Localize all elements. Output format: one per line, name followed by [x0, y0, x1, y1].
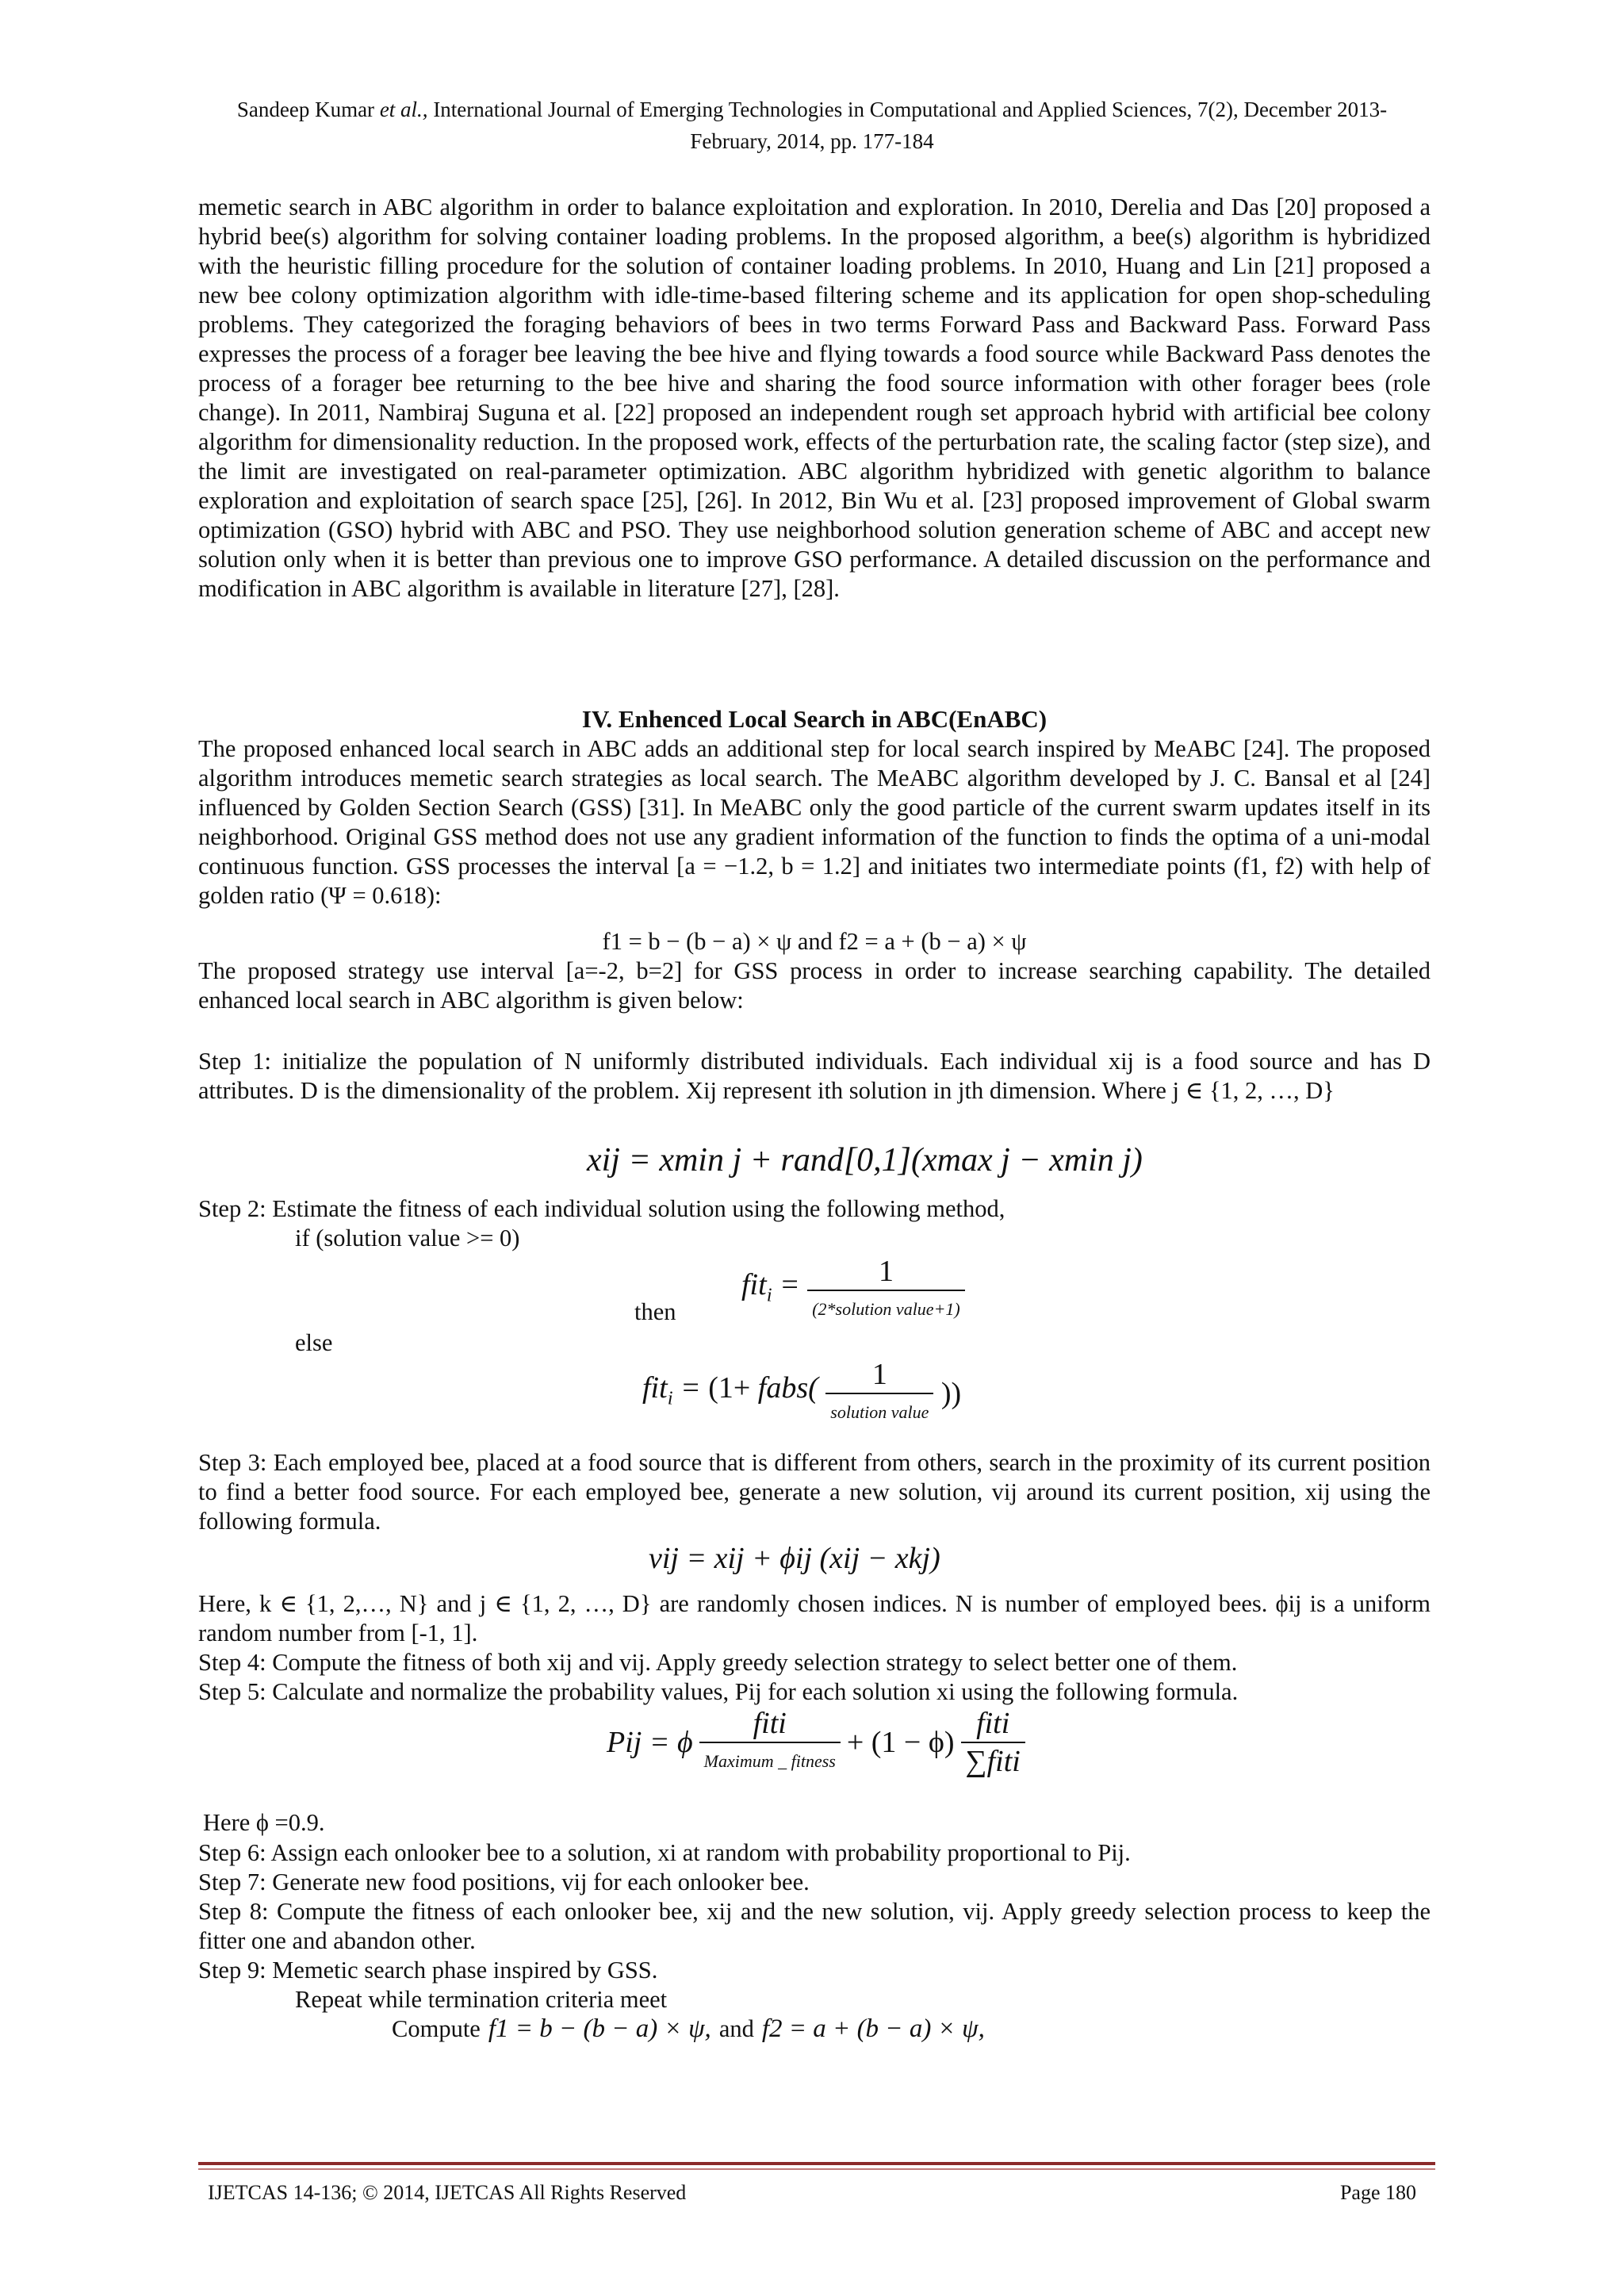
- header-line-2: February, 2014, pp. 177-184: [690, 129, 934, 153]
- header-authors: Sandeep Kumar: [236, 98, 380, 121]
- journal-header: [198, 94, 1426, 157]
- fraction-numerator: fiti: [753, 1707, 787, 1740]
- step-2: Step 2: Estimate the fitness of each individual solution using the following method,: [198, 1195, 1005, 1222]
- gss-formula: f1 = b − (b − a) × ψ and f2 = a + (b − a) × ψ: [602, 928, 1027, 955]
- compute-and: and: [718, 2015, 754, 2042]
- header-et-al: et al.,: [379, 98, 428, 121]
- phi-value: Here ϕ =0.9.: [203, 1809, 325, 1836]
- compute-label: Compute: [392, 2015, 481, 2042]
- fitness-fraction-negative: [825, 1356, 933, 1431]
- probability-lhs: Pij = ϕ: [607, 1726, 693, 1759]
- else-label: else: [295, 1329, 333, 1356]
- fraction-denominator: ∑fiti: [961, 1742, 1025, 1780]
- probability-fraction-1: [699, 1705, 841, 1780]
- header-journal: International Journal of Emerging Technologies in Computational and Applied Sciences, 7(2), December 2013-: [427, 98, 1388, 121]
- then-label: then: [634, 1298, 676, 1325]
- footer-rule: [198, 2162, 1435, 2165]
- compute-line: [392, 2014, 985, 2044]
- step-3: Step 3: Each employed bee, placed at a food source that is different from others, search in the proximity of its current position to find a better food source. For each employed bee, generate a new solution, vij around its current position, xij using the following formula.: [198, 1449, 1431, 1535]
- if-condition: if (solution value >= 0): [295, 1225, 520, 1251]
- paragraph-related-work: memetic search in ABC algorithm in order to balance exploitation and exploration. In 2010, Derelia and Das [20] proposed a hybrid bee(s) algorithm for solving container loading problems. In the proposed algorithm, a bee(s) algorithm is hybridized with the heuristic filling procedure for the solution of container loading problems. In 2010, Huang and Lin [21] proposed a new bee colony optimization algorithm with idle-time-based filtering scheme and its application for open shop-scheduling problems. They categorized the foraging behaviors of bees in two terms Forward Pass and Backward Pass. Forward Pass expresses the process of a forager bee leaving the bee hive and flying towards a food source while Backward Pass denotes the process of a forager bee returning to the bee hive and sharing the food source information with other forager bees (role change). In 2011, Nambiraj Suguna et al. [22] proposed an independent rough set approach hybrid with artificial bee colony algorithm for dimensionality reduction. In the proposed work, effects of the perturbation rate, the scaling factor (step size), and the limit are investigated on real-parameter optimization. ABC algorithm hybridized with genetic algorithm to balance exploration and exploitation of search space [25], [26]. In 2012, Bin Wu et al. [23] proposed improvement of Global swarm optimization (GSO) hybrid with ABC and PSO. They use neighborhood solution generation scheme of ABC and accept new solution only when it is better than previous one to improve GSO performance. A detailed discussion on the performance and modification in ABC algorithm is available in literature [27], [28].: [198, 194, 1431, 602]
- sum-term: fiti: [986, 1745, 1021, 1778]
- equation-new-solution: vij = xij + ϕij (xij − xkj): [649, 1542, 940, 1575]
- fraction-denominator: Maximum _ fitness: [699, 1742, 841, 1780]
- probability-fraction-2: [961, 1705, 1025, 1780]
- fitness-fraction-positive: [807, 1253, 965, 1328]
- header-line-1: [198, 94, 1426, 125]
- step-3-explanation: Here, k ∈ {1, 2,…, N} and j ∈ {1, 2, …, D} are randomly chosen indices. N is number of employed bees. ϕij is a uniform random number from [-1, 1].: [198, 1590, 1431, 1646]
- step-4: Step 4: Compute the fitness of both xij and vij. Apply greedy selection strategy to select better one of them.: [198, 1649, 1238, 1676]
- equation-initialize: xij = xmin j + rand[0,1](xmax j − xmin j): [587, 1142, 1143, 1179]
- page-number: Page 180: [1339, 2181, 1416, 2204]
- compute-f2: f2 = a + (b − a) × ψ,: [761, 2014, 985, 2043]
- equation-fitness-negative: fit$_i$ = (1+ fabs( $\frac{1}{\text{solution value}}$ )): [642, 1356, 961, 1431]
- step-7: Step 7: Generate new food positions, vij for each onlooker bee.: [198, 1869, 810, 1895]
- repeat-line: Repeat while termination criteria meet: [295, 1986, 668, 2013]
- paragraph-interval: The proposed strategy use interval [a=-2, b=2] for GSS process in order to increase searching capability. The detailed enhanced local search in ABC algorithm is given below:: [198, 957, 1431, 1014]
- fraction-numerator: 1: [878, 1255, 894, 1288]
- equation-probability: [607, 1705, 1025, 1780]
- paragraph-enabc-intro: The proposed enhanced local search in ABC adds an additional step for local search inspired by MeABC [24]. The proposed algorithm introduces memetic search strategies as local search. The MeABC algorithm developed by J. C. Bansal et al [24] influenced by Golden Section Search (GSS) [31]. In MeABC only the good particle of the current swarm updates itself in its neighborhood. Original GSS method does not use any gradient information of the function to finds the optima of a uni-modal continuous function. GSS processes the interval [a = −1.2, b = 1.2] and initiates two intermediate points (f1, f2) with help of golden ratio (Ψ = 0.618):: [198, 735, 1431, 909]
- fraction-numerator: 1: [871, 1358, 887, 1391]
- fraction-denominator: (2*solution value+1): [807, 1290, 965, 1328]
- step-5: Step 5: Calculate and normalize the probability values, Pij for each solution xi using the following formula.: [198, 1678, 1239, 1705]
- compute-f1: f1 = b − (b − a) × ψ,: [488, 2014, 711, 2043]
- section-title: IV. Enhenced Local Search in ABC(EnABC): [581, 705, 1048, 733]
- footer-rule-thin: [198, 2168, 1435, 2170]
- step-1: Step 1: initialize the population of N uniformly distributed individuals. Each individual xij is a food source and has D attributes. D is the dimensionality of the problem. Xij represent ith solution in jth dimension. Where j ∈ {1, 2, …, D}: [198, 1048, 1431, 1104]
- fraction-denominator: solution value: [825, 1393, 933, 1431]
- step-6: Step 6: Assign each onlooker bee to a solution, xi at random with probability proportional to Pij.: [198, 1839, 1131, 1866]
- step-9: Step 9: Memetic search phase inspired by GSS.: [198, 1957, 658, 1984]
- probability-middle: + (1 − ϕ): [846, 1726, 955, 1759]
- step-8: Step 8: Compute the fitness of each onlooker bee, xij and the new solution, vij. Apply greedy selection process to keep the fitter one and abandon other.: [198, 1898, 1431, 1954]
- fraction-numerator: fiti: [976, 1707, 1010, 1740]
- footer-copyright: IJETCAS 14-136; © 2014, IJETCAS All Rights Reserved: [208, 2181, 687, 2204]
- equation-fitness-positive: fit$_i$ = $\frac{1}{\text{(2*solution value+1)}}$: [741, 1253, 965, 1328]
